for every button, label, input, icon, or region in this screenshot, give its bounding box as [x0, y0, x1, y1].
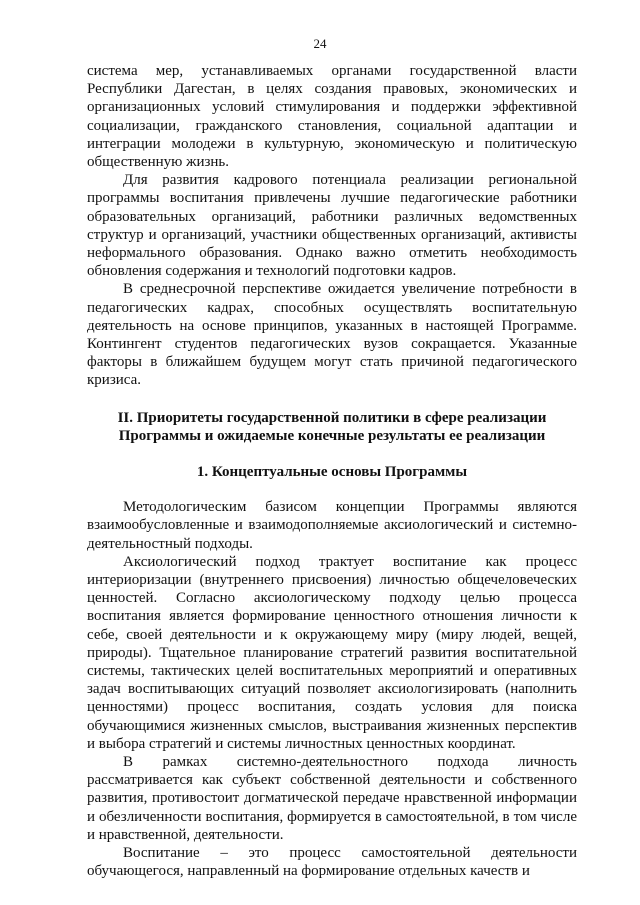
paragraph: Аксиологический подход трактует воспитание как процесс интериоризации (внутреннего присвоения) личностью общечеловеческих ценностей. Согласно аксиологическому подходу целью процесса воспитания является формирование ценностного отношения личности к себе, своей деятельности и к окружающему миру (миру людей, вещей, природы). Тщательное планирование стратегий развития воспитательной системы, тактических целей воспитательных мероприятий и оперативных задач воспитывающих ситуаций позволяет аксиологизировать (наполнить ценностями) процесс воспитания, создать условия для поиска обучающимися жизненных смыслов, выстраивания жизненных перспектив и выбора стратегий и системы личностных ценностных координат.: [87, 553, 577, 752]
paragraph: Воспитание – это процесс самостоятельной деятельности обучающегося, направленный на формирование отдельных качеств и: [87, 845, 577, 880]
section-heading-line: Программы и ожидаемые конечные результаты ее реализации: [118, 428, 546, 445]
paragraph: В рамках системно-деятельностного подхода личность рассматривается как субъект собственной деятельности и собственного развития, противостоит догматической передаче нравственной информации и обезличенности воспитания, формируется в самостоятельной, в том числе и нравственной, деятельности.: [87, 754, 577, 843]
paragraph: Методологическим базисом концепции Программы являются взаимообусловленные и взаимодополняемые аксиологический и системно-деятельностный подходы.: [87, 499, 577, 552]
paragraph: Для развития кадрового потенциала реализации региональной программы воспитания привлечены лучшие педагогические работники образовательных организаций, работники различных ведомственных структур и организаций, участники общественных организаций, активисты неформального образования. Однако важно отметить необходимость обновления содержания и технологий подготовки кадров.: [87, 172, 577, 280]
page-number: 24: [313, 36, 327, 51]
page-content: [87, 62, 577, 880]
subsection-heading: 1. Концептуальные основы Программы: [196, 463, 468, 480]
section-heading-line: II. Приоритеты государственной политики в сфере реализации: [117, 409, 547, 426]
paragraph: В среднесрочной перспективе ожидается увеличение потребности в педагогических кадрах, способных осуществлять воспитательную деятельность на основе принципов, указанных в настоящей Программе. Контингент студентов педагогических вузов сокращается. Указанные факторы в ближайшем будущем могут стать причиной педагогического кризиса.: [87, 281, 577, 389]
section-heading: [87, 409, 577, 446]
paragraph: система мер, устанавливаемых органами государственной власти Республики Дагестан, в целях создания правовых, экономических и организационных условий стимулирования и поддержки эффективной социализации, гражданского становления, социальной адаптации и интеграции молодежи в культурную, экономическую и политическую общественную жизнь.: [87, 63, 577, 171]
